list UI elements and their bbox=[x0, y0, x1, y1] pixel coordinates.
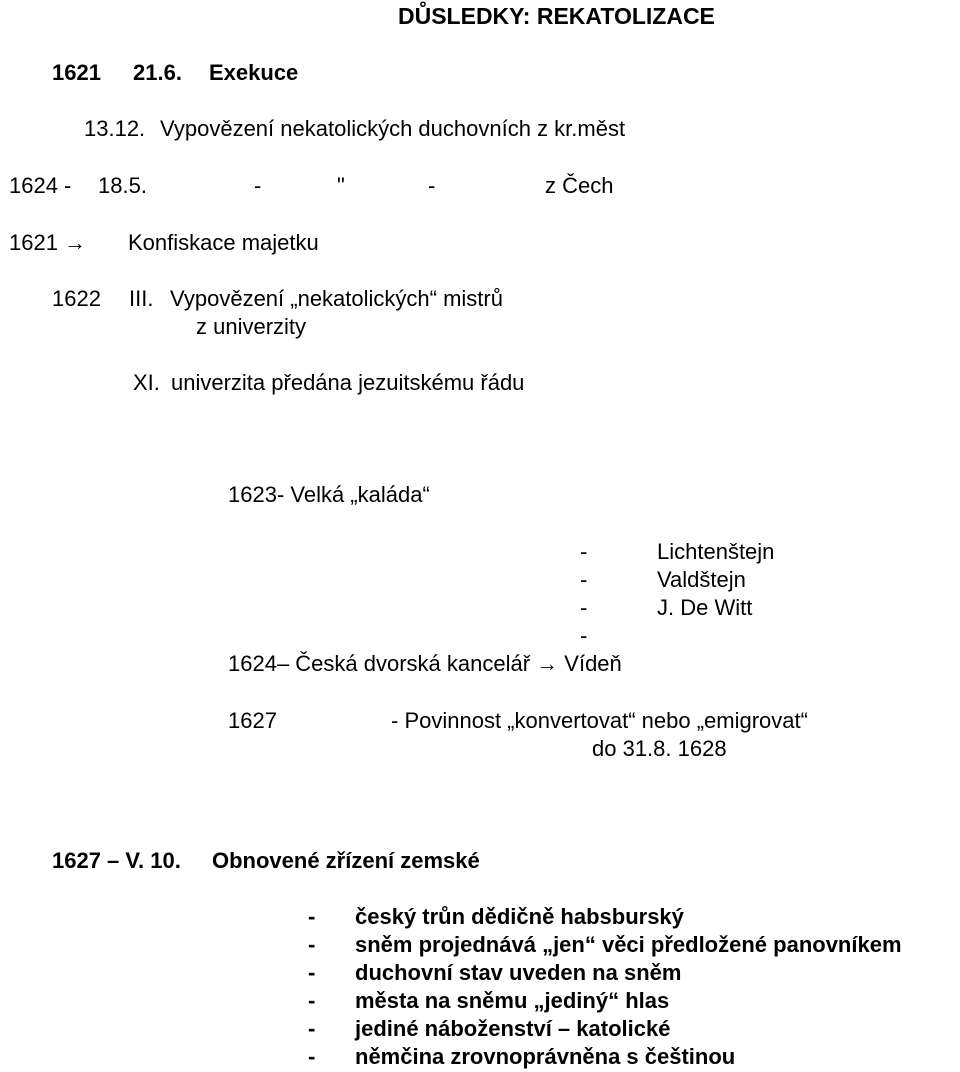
list-dash: - bbox=[580, 595, 588, 620]
event-xi-month: XI. bbox=[133, 370, 160, 395]
event-1624b-text: 1624– Česká dvorská kancelář → Vídeň bbox=[228, 651, 622, 676]
event-1624-date: 18.5. bbox=[98, 173, 147, 198]
page-title: DŮSLEDKY: REKATOLIZACE bbox=[398, 3, 715, 29]
event-1622-month: III. bbox=[129, 286, 154, 311]
list-dash: - bbox=[308, 960, 316, 985]
event-1621-date: 21.6. bbox=[133, 60, 182, 85]
event-1627-text-2: do 31.8. 1628 bbox=[592, 736, 727, 761]
event-1624-dash-1: - bbox=[254, 173, 262, 198]
list-item: města na sněmu „jediný“ hlas bbox=[355, 988, 670, 1013]
list-item: duchovní stav uveden na sněm bbox=[355, 960, 682, 985]
event-1624-ditto: " bbox=[337, 173, 345, 198]
list-dash: - bbox=[308, 904, 316, 929]
event-1627-year: 1627 bbox=[228, 708, 277, 733]
list-dash: - bbox=[308, 932, 316, 957]
event-1624-text: z Čech bbox=[545, 173, 614, 198]
event-1624-year: 1624 - bbox=[9, 173, 72, 198]
event-1621b-text: Konfiskace majetku bbox=[128, 230, 319, 255]
event-1312-date: 13.12. bbox=[84, 116, 146, 141]
event-1627b-text: Obnovené zřízení zemské bbox=[212, 848, 480, 873]
event-1622-text-2: z univerzity bbox=[196, 314, 307, 339]
arrow-icon: → bbox=[64, 230, 86, 255]
event-1621-year: 1621 bbox=[52, 60, 101, 85]
list-item: český trůn dědičně habsburský bbox=[355, 904, 684, 929]
list-dash: - bbox=[308, 1016, 316, 1041]
list-dash: - bbox=[580, 567, 588, 592]
event-xi-text: univerzita předána jezuitskému řádu bbox=[171, 370, 525, 395]
list-item: jediné náboženství – katolické bbox=[355, 1016, 671, 1041]
list-item: Valdštejn bbox=[657, 567, 746, 592]
event-1627-text: - Povinnost „konvertovat“ nebo „emigrovat“ bbox=[391, 708, 808, 733]
list-dash: - bbox=[308, 1044, 316, 1069]
event-1622-year: 1622 bbox=[52, 286, 101, 311]
event-1624-dash-2: - bbox=[428, 173, 436, 198]
event-1621b-year: 1621 bbox=[9, 230, 58, 255]
list-item: J. De Witt bbox=[657, 595, 753, 620]
event-1627b-prefix: 1627 – V. 10. bbox=[52, 848, 181, 873]
event-1622-text-1: Vypovězení „nekatolických“ mistrů bbox=[170, 286, 503, 311]
event-1621-text: Exekuce bbox=[209, 60, 299, 85]
list-item: němčina zrovnoprávněna s češtinou bbox=[355, 1044, 736, 1069]
list-item: Lichtenštejn bbox=[657, 539, 775, 564]
event-1623-text: 1623- Velká „kaláda“ bbox=[228, 482, 430, 507]
list-dash: - bbox=[580, 623, 588, 648]
list-dash: - bbox=[308, 988, 316, 1013]
event-1312-text: Vypovězení nekatolických duchovních z kr.měst bbox=[160, 116, 626, 141]
list-item: sněm projednává „jen“ věci předložené panovníkem bbox=[355, 932, 902, 957]
list-dash: - bbox=[580, 539, 588, 564]
